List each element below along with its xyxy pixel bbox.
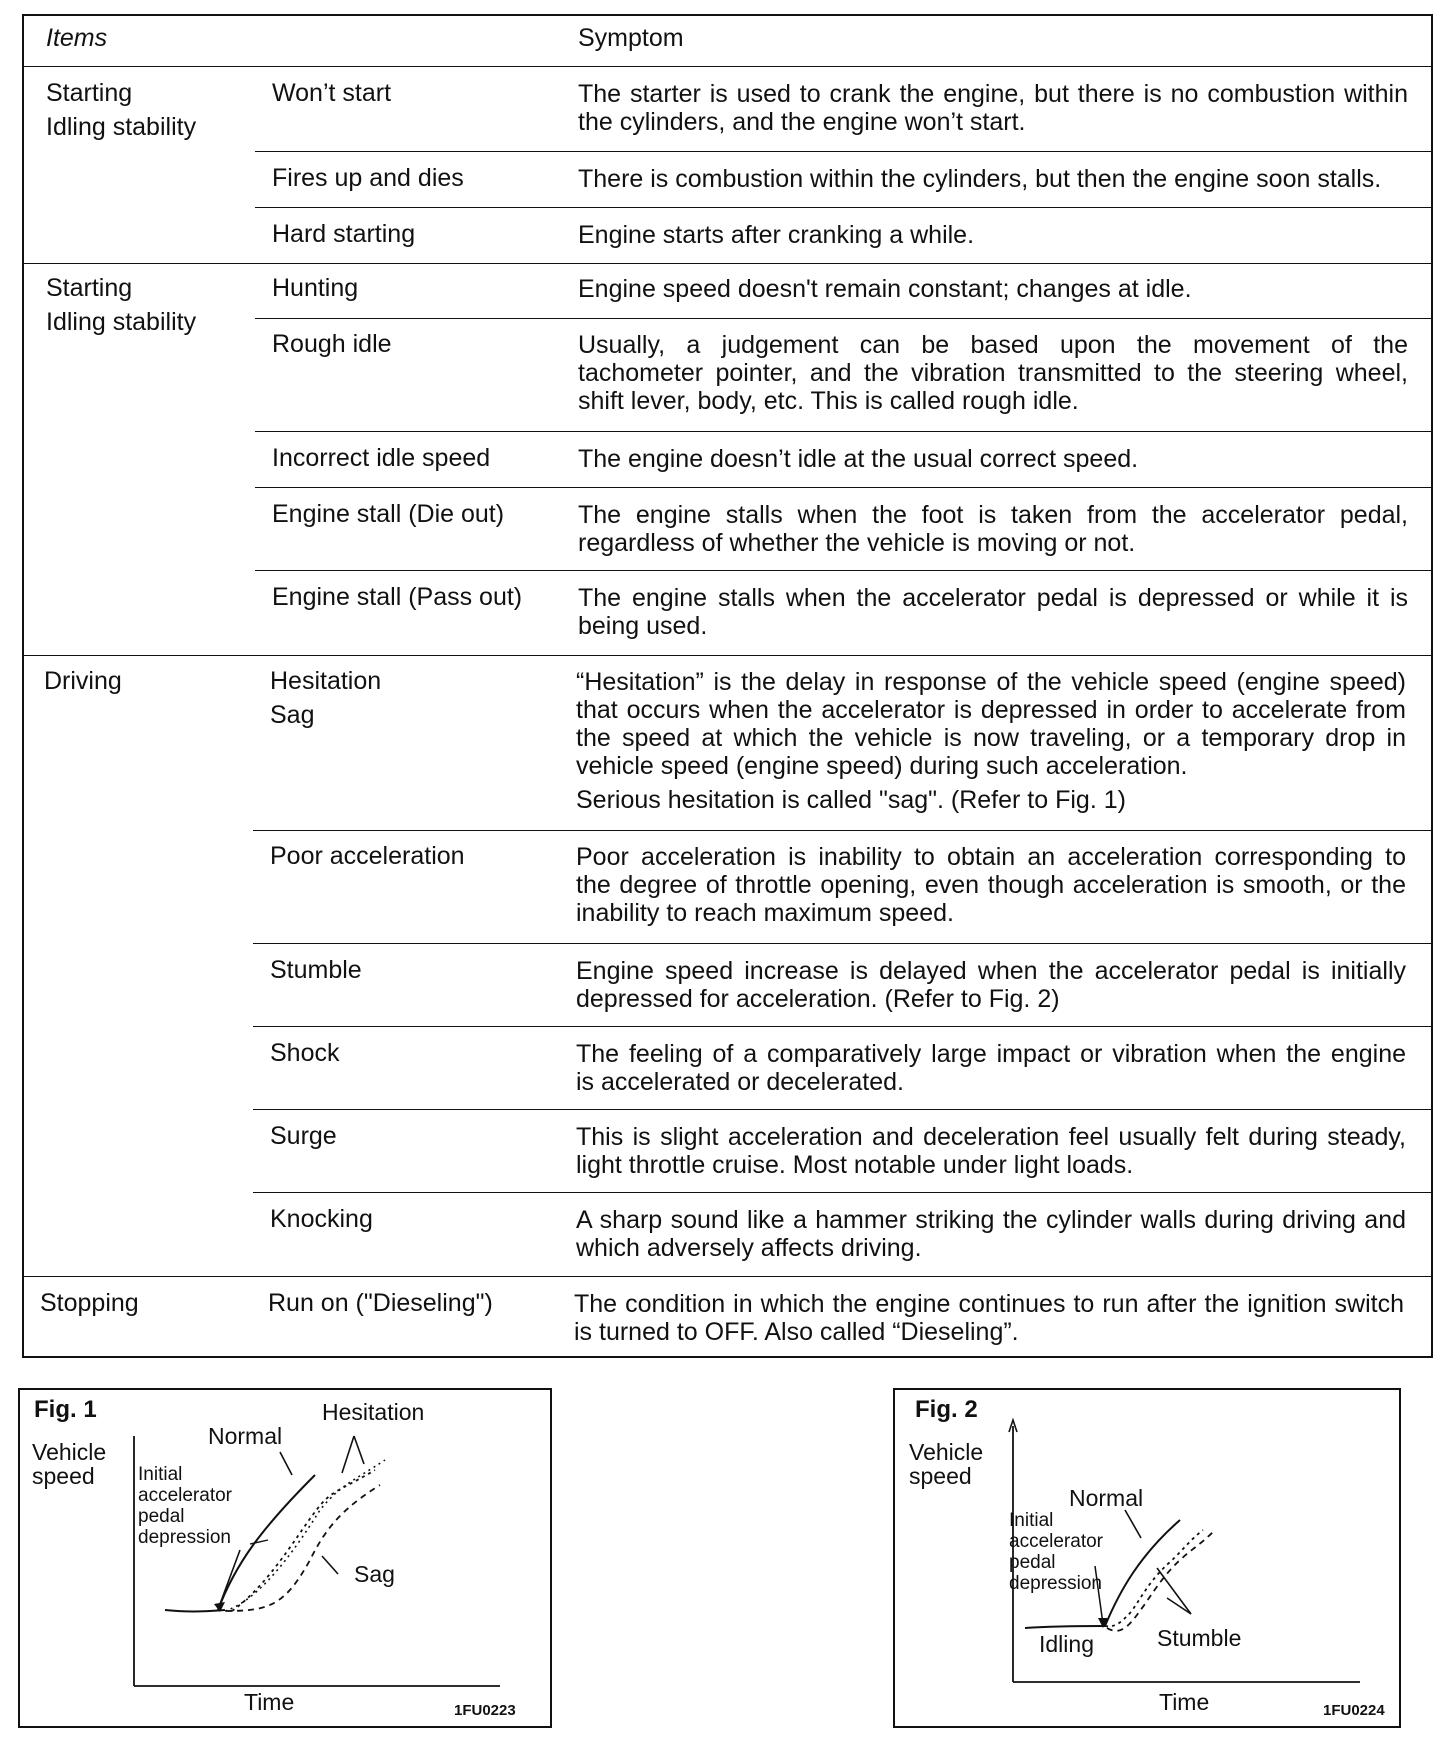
figure-2-title: Fig. 2 — [915, 1396, 978, 1423]
item-label: Fires up and dies — [272, 164, 464, 192]
figure-2 — [893, 1388, 1401, 1728]
symptom-table — [22, 14, 1433, 1358]
group-divider — [24, 1276, 1431, 1277]
symptom-text: The engine stalls when the accelerator pedal is depressed or while it is being used. — [578, 584, 1408, 640]
stumble-curve — [1107, 1530, 1215, 1631]
group-divider — [24, 655, 1431, 656]
row-divider — [253, 1109, 1431, 1110]
item-label: Stumble — [270, 956, 362, 984]
row-divider — [253, 1192, 1431, 1193]
figure-code: 1FU0223 — [454, 1702, 516, 1719]
row-divider — [255, 207, 1431, 208]
pointer-line — [280, 1452, 292, 1475]
initial-label: Initial — [1009, 1510, 1054, 1531]
initial-label: accelerator — [1009, 1531, 1103, 1552]
y-axis-label: Vehicle — [32, 1439, 107, 1465]
pointer-line — [250, 1540, 268, 1544]
symptom-text: The condition in which the engine continues to run after the ignition switch is turned to OFF. Also called “Dieseling”. — [574, 1290, 1404, 1346]
symptom-text: This is slight acceleration and deceleration feel usually felt during steady, light throttle cruise. Most notable under light loads. — [576, 1123, 1406, 1179]
symptom-text: Poor acceleration is inability to obtain an acceleration corresponding to the degree of throttle opening, even though acceleration is smooth, or the inability to reach maximum speed. — [576, 843, 1406, 927]
normal-label: Normal — [1069, 1485, 1144, 1511]
item-label: Run on ("Dieseling") — [268, 1289, 493, 1317]
item-label: Won’t start — [272, 79, 392, 107]
figure-code: 1FU0224 — [1323, 1702, 1385, 1719]
category-label: Driving — [44, 667, 122, 695]
x-axis-label: Time — [244, 1689, 295, 1715]
symptom-text: The engine doesn’t idle at the usual correct speed. — [578, 445, 1139, 473]
symptom-text: Engine speed increase is delayed when the accelerator pedal is initially depressed for acceleration. (Refer to Fig. 2) — [576, 957, 1406, 1013]
item-label: Hunting — [272, 274, 359, 302]
item-label: Knocking — [270, 1205, 373, 1233]
category-label: Idling stability — [46, 308, 197, 336]
row-divider — [255, 487, 1431, 488]
hesitation-curve — [232, 1470, 375, 1611]
symptom-text: Usually, a judgement can be based upon the movement of the tachometer pointer, and the vibration transmitted to the steering wheel, shift lever, body, etc. This is called rough idle. — [578, 331, 1408, 415]
initial-label: depression — [138, 1527, 231, 1548]
symptom-text: The feeling of a comparatively large impact or vibration when the engine is accelerated or decelerated. — [576, 1040, 1406, 1096]
symptom-text: The starter is used to crank the engine, but there is no combustion within the cylinders, and the engine won’t start. — [578, 80, 1408, 136]
normal-curve — [218, 1475, 315, 1610]
row-divider — [255, 318, 1431, 319]
item-label: Engine stall (Die out) — [272, 500, 505, 528]
sag-curve — [226, 1485, 380, 1611]
hesitation-label: Hesitation — [322, 1399, 425, 1425]
header-divider — [24, 66, 1431, 67]
pointer-line — [1157, 1568, 1191, 1614]
row-divider — [253, 943, 1431, 944]
symptom-text: There is combustion within the cylinders, but then the engine soon stalls. — [578, 165, 1382, 193]
item-label: Surge — [270, 1122, 337, 1150]
initial-label: Initial — [138, 1464, 183, 1485]
sag-label: Sag — [354, 1561, 395, 1587]
item-label: Shock — [270, 1039, 340, 1067]
row-divider — [253, 830, 1431, 831]
pointer-line — [1125, 1510, 1141, 1538]
x-axis-label: Time — [1159, 1689, 1210, 1715]
item-label: Hard starting — [272, 220, 416, 248]
stumble-label: Stumble — [1157, 1625, 1242, 1651]
normal-label: Normal — [208, 1423, 283, 1449]
y-axis-label: speed — [32, 1463, 95, 1489]
item-label: Rough idle — [272, 330, 392, 358]
initial-label: pedal — [138, 1506, 185, 1527]
item-label: Sag — [270, 701, 315, 729]
item-label: Hesitation — [270, 667, 382, 695]
initial-label: depression — [1009, 1573, 1102, 1594]
pointer-line — [1167, 1598, 1191, 1614]
figure-1 — [18, 1388, 552, 1728]
pointer-line — [354, 1436, 364, 1464]
category-label: Stopping — [40, 1289, 139, 1317]
idle-line — [165, 1610, 225, 1612]
idling-label: Idling — [1039, 1631, 1094, 1657]
row-divider — [253, 1026, 1431, 1027]
symptom-text: “Hesitation” is the delay in response of the vehicle speed (engine speed) that occurs when the accelerator is depressed in order to accelerate from the speed at which the vehicle is now traveling, or a temporary drop in vehicle speed (engine speed) during such acceleration. Serious hesitation is called "sag". (Refer to Fig. 1) — [576, 668, 1406, 814]
initial-label: pedal — [1009, 1552, 1056, 1573]
category-label: Idling stability — [46, 113, 197, 141]
symptom-text: A sharp sound like a hammer striking the cylinder walls during driving and which adversely affects driving. — [576, 1206, 1406, 1262]
row-divider — [255, 151, 1431, 152]
item-label: Poor acceleration — [270, 842, 465, 870]
symptom-text: Engine starts after cranking a while. — [578, 221, 975, 249]
item-label: Incorrect idle speed — [272, 444, 491, 472]
item-label: Engine stall (Pass out) — [272, 583, 523, 611]
row-divider — [255, 570, 1431, 571]
row-divider — [255, 431, 1431, 432]
group-divider — [24, 263, 1431, 264]
pointer-line — [220, 1550, 240, 1604]
pointer-line — [322, 1556, 338, 1574]
idle-line — [1025, 1626, 1105, 1628]
initial-label: accelerator — [138, 1485, 232, 1506]
symptom-text: Engine speed doesn't remain constant; changes at idle. — [578, 275, 1192, 303]
y-axis-label: speed — [909, 1463, 972, 1489]
symptom-text: The engine stalls when the foot is taken from the accelerator pedal, regardless of whether the vehicle is moving or not. — [578, 501, 1408, 557]
pointer-line — [342, 1436, 354, 1473]
header-items: Items — [46, 24, 108, 52]
y-axis-label: Vehicle — [909, 1439, 984, 1465]
figure-1-title: Fig. 1 — [34, 1396, 97, 1423]
category-label: Starting — [46, 274, 133, 302]
hesitation-curve — [225, 1460, 385, 1611]
category-label: Starting — [46, 79, 133, 107]
header-symptom: Symptom — [578, 24, 684, 52]
